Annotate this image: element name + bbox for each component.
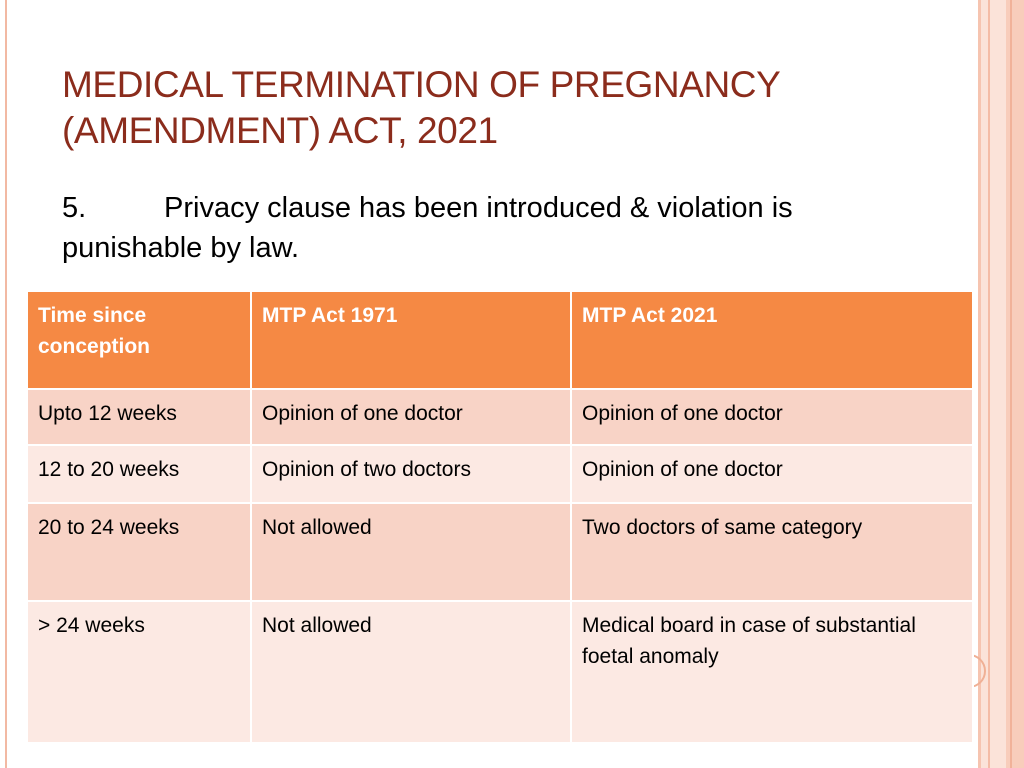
header-mtp-act-1971: MTP Act 1971 <box>251 291 571 389</box>
cell-act-1971: Not allowed <box>251 503 571 601</box>
table-row <box>27 601 973 743</box>
cell-act-1971: Not allowed <box>251 601 571 743</box>
mtp-comparison-table <box>26 290 974 744</box>
table-row <box>27 445 973 503</box>
cell-act-2021: Opinion of one doctor <box>571 445 973 503</box>
cell-act-2021: Medical board in case of substantial foetal anomaly <box>571 601 973 743</box>
cell-time: > 24 weeks <box>27 601 251 743</box>
point-number: 5. <box>62 192 87 224</box>
title-line-2: (AMENDMENT) ACT, 2021 <box>62 110 498 151</box>
table-row <box>27 503 973 601</box>
cell-time: 12 to 20 weeks <box>27 445 251 503</box>
cell-act-2021: Opinion of one doctor <box>571 389 973 445</box>
cell-time: Upto 12 weeks <box>27 389 251 445</box>
right-stripe-decoration <box>978 0 1024 768</box>
table-header-row <box>27 291 973 389</box>
header-time-since-conception: Time since conception <box>27 291 251 389</box>
point-text-line-2: punishable by law. <box>62 232 299 264</box>
point-text-line-1: Privacy clause has been introduced & violation is <box>164 192 793 224</box>
title-line-1: MEDICAL TERMINATION OF PREGNANCY <box>62 64 781 105</box>
cell-act-1971: Opinion of two doctors <box>251 445 571 503</box>
cell-time: 20 to 24 weeks <box>27 503 251 601</box>
bullet-point-5 <box>62 188 942 268</box>
cell-act-1971: Opinion of one doctor <box>251 389 571 445</box>
cell-act-2021: Two doctors of same category <box>571 503 973 601</box>
header-mtp-act-2021: MTP Act 2021 <box>571 291 973 389</box>
slide-title <box>62 62 942 154</box>
table-row <box>27 389 973 445</box>
left-border-decoration <box>5 0 7 768</box>
